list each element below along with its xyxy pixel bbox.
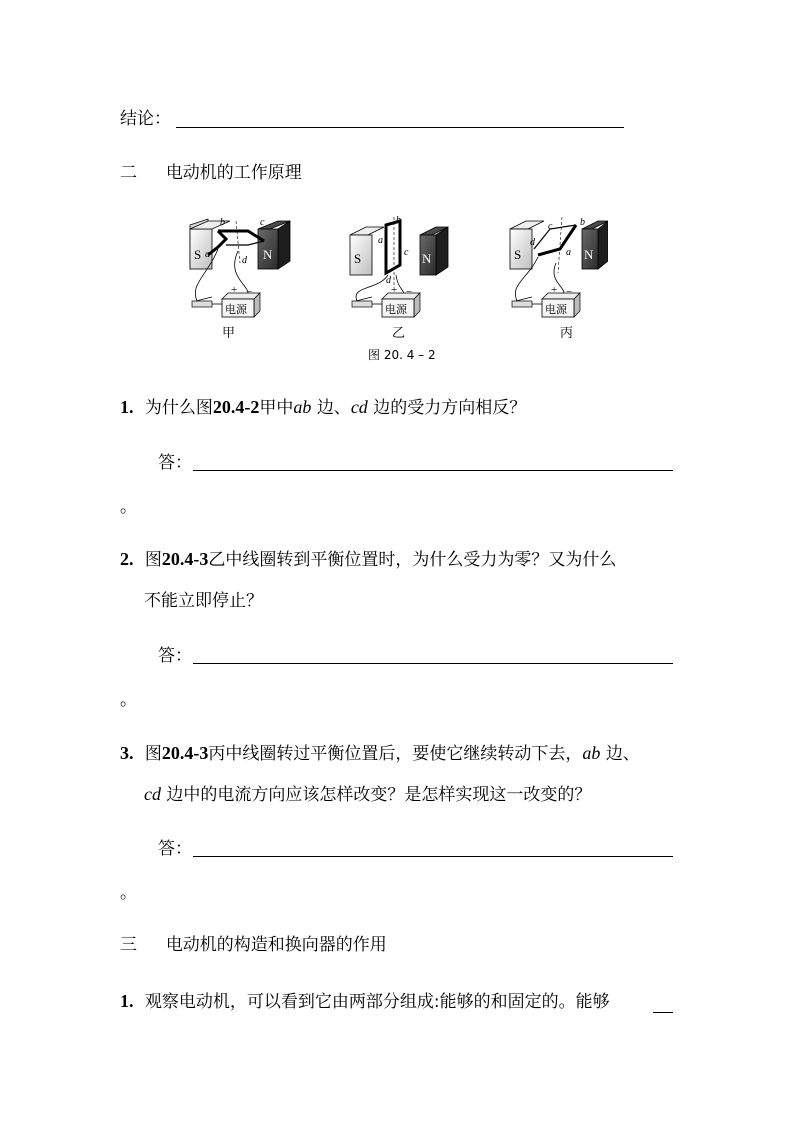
s-pole-label: S xyxy=(354,251,362,266)
panel-label: 甲 xyxy=(222,326,236,341)
answer-2-label: 答： xyxy=(158,646,192,666)
figure-ref: 20.4-2 xyxy=(212,397,260,417)
var-cd: cd xyxy=(350,397,368,417)
label-a: a xyxy=(205,249,210,260)
motor-principle-figure xyxy=(178,215,608,365)
var-ab: ab xyxy=(293,397,312,417)
switch xyxy=(192,301,212,307)
figure-drawing xyxy=(178,215,608,365)
s-pole-label: S xyxy=(194,247,202,262)
svg-text:−: − xyxy=(566,286,573,298)
var-ab: ab xyxy=(582,743,601,763)
answer-1-blank[interactable] xyxy=(193,470,673,471)
question-1: 1. 为什么图20.4-2甲中ab 边、cd 边的受力方向相反？ xyxy=(120,397,527,418)
conclusion-label: 结论： xyxy=(120,109,171,129)
section-title: 电动机的工作原理 xyxy=(165,163,302,183)
answer-3-blank[interactable] xyxy=(193,856,673,857)
svg-text:电源: 电源 xyxy=(385,303,407,316)
figure-caption: 图 20. 4 – 2 xyxy=(368,348,436,362)
question-3-line-2: cd 边中的电流方向应该怎样改变？是怎样实现这一改变的？ xyxy=(144,784,592,805)
section-heading-3 xyxy=(120,934,387,956)
power-label: 电源 xyxy=(225,303,247,316)
section-number: 二 xyxy=(120,163,137,183)
panel-bing xyxy=(510,217,608,341)
svg-text:b: b xyxy=(580,217,585,228)
svg-text:−: − xyxy=(406,286,413,298)
answer-1-label: 答： xyxy=(158,453,192,473)
minus-sign: − xyxy=(246,286,253,298)
switch xyxy=(352,301,372,307)
switch xyxy=(512,301,532,307)
section-title: 电动机的构造和换向器的作用 xyxy=(165,935,387,955)
conclusion-line xyxy=(120,108,171,130)
question-number: 3. xyxy=(120,743,134,763)
panel-label: 乙 xyxy=(392,326,406,341)
answer-3-label: 答： xyxy=(158,839,192,859)
answer-2-blank[interactable] xyxy=(193,663,673,664)
answer-3-end: 。 xyxy=(120,883,137,903)
conclusion-blank[interactable] xyxy=(176,127,624,128)
section-heading-2 xyxy=(120,162,302,184)
section-3-question-1: 1. 观察电动机，可以看到它由两部分组成:能够的和固定的。能够 xyxy=(120,991,610,1012)
panel-jia xyxy=(190,217,290,341)
svg-text:d: d xyxy=(530,237,535,248)
answer-1-end: 。 xyxy=(120,497,137,517)
section-3-question-1-blank[interactable] xyxy=(653,1012,673,1013)
panel-yi xyxy=(350,215,448,341)
question-2-line-2: 不能立即停止？ xyxy=(144,591,263,611)
svg-text:b: b xyxy=(396,215,401,226)
svg-text:c: c xyxy=(404,247,409,258)
n-pole-label: N xyxy=(263,247,273,262)
label-c: c xyxy=(260,217,265,228)
label-d: d xyxy=(242,255,247,266)
figure-ref: 20.4-3 xyxy=(161,549,209,569)
label-b: b xyxy=(220,217,225,228)
question-number: 1. xyxy=(120,397,134,417)
var-cd: cd xyxy=(144,784,161,804)
n-pole-label: N xyxy=(584,247,594,262)
svg-text:a: a xyxy=(566,247,571,258)
svg-text:c: c xyxy=(548,221,553,232)
plus-sign: + xyxy=(231,284,238,296)
answer-2-end: 。 xyxy=(120,690,137,710)
svg-text:a: a xyxy=(378,235,383,246)
svg-text:+: + xyxy=(391,284,398,296)
panel-label: 丙 xyxy=(560,326,574,341)
question-2: 2. 图20.4-3乙中线圈转到平衡位置时，为什么受力为零？又为什么 xyxy=(120,549,617,570)
svg-text:电源: 电源 xyxy=(545,303,567,316)
question-3: 3. 图20.4-3丙中线圈转过平衡位置后，要使它继续转动下去，ab 边、 xyxy=(120,743,640,764)
question-number: 2. xyxy=(120,549,134,569)
n-pole-label: N xyxy=(422,251,432,266)
svg-text:d: d xyxy=(386,275,391,286)
s-pole-label: S xyxy=(514,247,522,262)
figure-ref: 20.4-3 xyxy=(161,743,209,763)
question-number: 1. xyxy=(120,991,134,1011)
section-number: 三 xyxy=(120,935,137,955)
svg-text:+: + xyxy=(551,284,558,296)
